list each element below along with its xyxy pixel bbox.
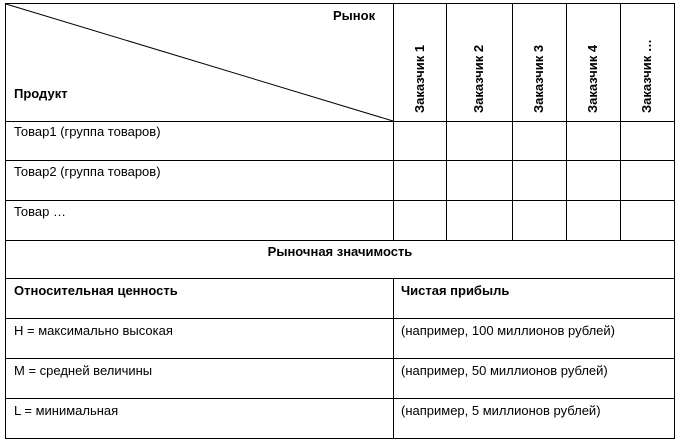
- customer-header-1: Заказчик 1: [412, 44, 427, 113]
- significance-profit-1: (например, 100 миллионов рублей): [401, 323, 615, 338]
- customer-header-3: Заказчик 3: [531, 44, 546, 113]
- product-row-1: Товар1 (группа товаров): [14, 124, 161, 139]
- significance-col-right: Чистая прибыль: [401, 283, 510, 298]
- product-row-3: Товар …: [14, 204, 66, 219]
- market-label: Рынок: [333, 8, 376, 23]
- customer-header-5: Заказчик …: [639, 39, 654, 113]
- significance-value-3: L = минимальная: [14, 403, 119, 418]
- customer-header-2: Заказчик 2: [471, 44, 486, 113]
- significance-col-left: Относительная ценность: [14, 283, 178, 298]
- customer-header-4: Заказчик 4: [585, 44, 600, 113]
- significance-value-1: H = максимально высокая: [14, 323, 173, 338]
- significance-profit-2: (например, 50 миллионов рублей): [401, 363, 608, 378]
- product-label: Продукт: [14, 86, 68, 101]
- significance-value-2: M = средней величины: [14, 363, 153, 378]
- significance-profit-3: (например, 5 миллионов рублей): [401, 403, 601, 418]
- significance-title: Рыночная значимость: [267, 244, 413, 259]
- product-row-2: Товар2 (группа товаров): [14, 164, 161, 179]
